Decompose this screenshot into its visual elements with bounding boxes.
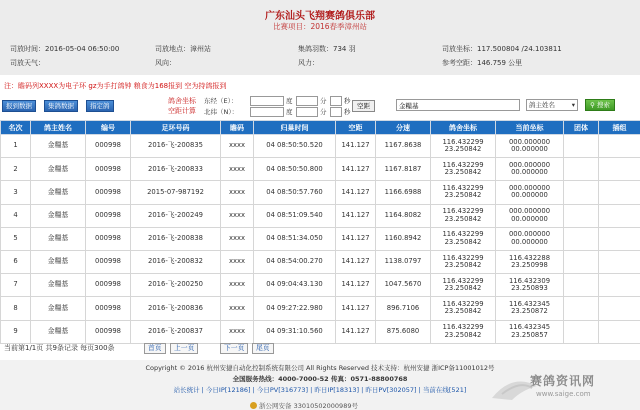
- cell-dist: 141.127: [336, 227, 376, 250]
- coord-line: 23.250893: [511, 284, 548, 293]
- north-second-unit: 秒: [344, 108, 351, 116]
- cell-code: xxxx: [221, 158, 254, 181]
- cell-name: 金糧基: [31, 320, 86, 343]
- table-row: [1, 158, 640, 181]
- page-title: 广东汕头飞翔赛鸽俱乐部: [265, 11, 375, 22]
- cell-cur-coord: [496, 135, 564, 158]
- table-row: [1, 274, 640, 297]
- release-place: [155, 44, 211, 54]
- cell-rank: 1: [1, 135, 31, 158]
- east-minute-input[interactable]: [296, 96, 318, 106]
- coord-line: 00.000000: [511, 191, 548, 200]
- cell-cur-coord: [496, 297, 564, 320]
- cell-ring: 2016-飞-200838: [131, 227, 221, 250]
- copyright-text: Copyright © 2016 杭州安捷自动化控制系统有限公司 All Rights Reserved 技术支持：杭州安捷 浙ICP备11001012号: [145, 364, 495, 372]
- cell-dist: 141.127: [336, 158, 376, 181]
- search-field-select[interactable]: [526, 99, 578, 111]
- race-project-label: 比赛项目：: [272, 22, 311, 31]
- north-latitude-label: 北纬（N）：: [204, 108, 239, 116]
- cell-team: [564, 158, 599, 181]
- release-coord-value: 117.500804 /24.103811: [477, 45, 562, 53]
- last-page-button[interactable]: 尾页: [252, 343, 274, 354]
- cell-loft-coord: [431, 297, 496, 320]
- cell-speed: 1167.8187: [376, 158, 431, 181]
- cell-rank: 5: [1, 227, 31, 250]
- cell-cur-coord: [496, 250, 564, 273]
- cell-id: 000998: [86, 274, 131, 297]
- cell-time: 04 08:50:50.520: [254, 135, 336, 158]
- coord-line: 116.432345: [508, 323, 551, 332]
- cell-dist: 141.127: [336, 274, 376, 297]
- east-minute-unit: 分: [320, 97, 327, 105]
- cell-dist: 141.127: [336, 181, 376, 204]
- cell-code: xxxx: [221, 135, 254, 158]
- cell-group: [599, 297, 640, 320]
- cell-time: 04 09:04:43.130: [254, 274, 336, 297]
- cell-loft-coord: [431, 227, 496, 250]
- cell-team: [564, 274, 599, 297]
- search-icon: ⚲: [590, 101, 595, 109]
- north-minute-unit: 分: [320, 108, 327, 116]
- coord-line: 000.000000: [508, 137, 551, 146]
- cell-code: xxxx: [221, 204, 254, 227]
- table-body: [1, 135, 640, 344]
- cell-loft-coord: [431, 204, 496, 227]
- cell-loft-coord: [431, 250, 496, 273]
- coord-line: 116.432299: [442, 160, 484, 169]
- coord-line: 000.000000: [508, 207, 551, 216]
- coord-line: 23.250842: [444, 237, 482, 246]
- column-header: 鸽舍坐标: [431, 121, 496, 135]
- cell-rank: 4: [1, 204, 31, 227]
- cell-time: 04 08:51:34.050: [254, 227, 336, 250]
- cell-rank: 9: [1, 320, 31, 343]
- notice-text: 注：瞻码列XXXX为电子环 gz为手打鸽钟 粮食为168报到 空为持鸽报到: [4, 82, 227, 90]
- cell-group: [599, 204, 640, 227]
- cell-loft-coord: [431, 320, 496, 343]
- cell-speed: 1047.5670: [376, 274, 431, 297]
- release-weather: [10, 58, 45, 68]
- column-header: 足环号码: [131, 121, 221, 135]
- cell-id: 000998: [86, 320, 131, 343]
- cell-ring: 2016-飞-200837: [131, 320, 221, 343]
- reference-distance: [442, 58, 522, 68]
- cell-name: 金糧基: [31, 135, 86, 158]
- results-table: [0, 120, 640, 344]
- column-header: 名次: [1, 121, 31, 135]
- coord-line: 00.000000: [511, 145, 548, 154]
- cell-time: 04 08:50:57.760: [254, 181, 336, 204]
- table-row: [1, 135, 640, 158]
- cell-speed: 1138.0797: [376, 250, 431, 273]
- cell-loft-coord: [431, 181, 496, 204]
- coord-line: 116.432299: [442, 137, 484, 146]
- cell-ring: 2016-飞-200836: [131, 297, 221, 320]
- cell-code: xxxx: [221, 274, 254, 297]
- race-subtitle: [0, 21, 640, 32]
- east-degree-input[interactable]: [250, 96, 284, 106]
- cell-loft-coord: [431, 135, 496, 158]
- column-header: 分速: [376, 121, 431, 135]
- cell-speed: 896.7106: [376, 297, 431, 320]
- toolbar: [0, 96, 640, 118]
- cell-rank: 7: [1, 274, 31, 297]
- cell-rank: 2: [1, 158, 31, 181]
- coord-line: 116.432299: [442, 276, 484, 285]
- search-input[interactable]: [396, 99, 520, 111]
- report-data-button[interactable]: 报到数据: [2, 100, 36, 112]
- cell-code: xxxx: [221, 320, 254, 343]
- coord-line: 000.000000: [508, 230, 551, 239]
- cell-name: 金糧基: [31, 227, 86, 250]
- cell-time: 04 08:50:50.800: [254, 158, 336, 181]
- cell-dist: 141.127: [336, 204, 376, 227]
- watermark-text: 赛鸽资讯网: [530, 374, 596, 388]
- first-page-button[interactable]: 首页: [144, 343, 166, 354]
- cell-team: [564, 297, 599, 320]
- pager-summary: 当前第1/1页 共9条记录 每页300条: [4, 344, 115, 352]
- cell-rank: 3: [1, 181, 31, 204]
- column-header: 编号: [86, 121, 131, 135]
- release-time: [10, 44, 119, 54]
- cell-name: 金糧基: [31, 274, 86, 297]
- coord-line: 23.250872: [511, 307, 548, 316]
- cell-cur-coord: [496, 181, 564, 204]
- release-place-label: 司放地点：: [155, 45, 190, 53]
- release-weather-label: 司放天气：: [10, 59, 45, 67]
- cell-group: [599, 250, 640, 273]
- search-button-label: 搜索: [596, 101, 610, 109]
- loft-coord-label: 鸽舍坐标: [168, 97, 196, 105]
- cell-loft-coord: [431, 158, 496, 181]
- table-row: [1, 204, 640, 227]
- cell-cur-coord: [496, 204, 564, 227]
- distance-calc-label: 空距计算: [168, 107, 196, 115]
- cell-cur-coord: [496, 227, 564, 250]
- cell-ring: 2016-飞-200832: [131, 250, 221, 273]
- coord-line: 23.250842: [444, 191, 482, 200]
- coord-line: 000.000000: [508, 183, 551, 192]
- coord-line: 116.432299: [442, 323, 484, 332]
- coord-line: 23.250842: [444, 284, 482, 293]
- cell-team: [564, 181, 599, 204]
- coord-line: 116.432299: [442, 183, 484, 192]
- cell-ring: 2015-07-987192: [131, 181, 221, 204]
- coord-line: 000.000000: [508, 160, 551, 169]
- cell-team: [564, 204, 599, 227]
- cell-name: 金糧基: [31, 204, 86, 227]
- wind-force: [298, 58, 319, 68]
- cell-dist: 141.127: [336, 320, 376, 343]
- cell-team: [564, 320, 599, 343]
- cell-group: [599, 227, 640, 250]
- cell-team: [564, 250, 599, 273]
- table-row: [1, 181, 640, 204]
- coord-line: 23.250842: [444, 330, 482, 339]
- cell-group: [599, 135, 640, 158]
- chevron-down-icon: ▾: [571, 101, 575, 109]
- release-coord: [442, 44, 562, 54]
- coord-line: 00.000000: [511, 168, 548, 177]
- column-header: 归巢时间: [254, 121, 336, 135]
- collect-data-button[interactable]: 集鸽数据: [44, 100, 78, 112]
- wind-direction: [155, 58, 176, 68]
- column-header: 瞻码: [221, 121, 254, 135]
- cell-dist: 141.127: [336, 297, 376, 320]
- assigned-pigeon-button[interactable]: 指定鸽: [86, 100, 114, 112]
- table-header-row: [1, 121, 640, 135]
- east-longitude-label: 东经（E）：: [204, 97, 238, 105]
- cell-ring: 2016-飞-200835: [131, 135, 221, 158]
- table-row: [1, 297, 640, 320]
- cell-team: [564, 135, 599, 158]
- table-row: [1, 227, 640, 250]
- cell-cur-coord: [496, 158, 564, 181]
- cell-dist: 141.127: [336, 135, 376, 158]
- cell-team: [564, 227, 599, 250]
- north-degree-unit: 度: [286, 108, 293, 116]
- cell-id: 000998: [86, 181, 131, 204]
- cell-name: 金糧基: [31, 297, 86, 320]
- coord-line: 23.250842: [444, 168, 482, 177]
- column-header: 当前坐标: [496, 121, 564, 135]
- wind-direction-label: 风向：: [155, 59, 176, 67]
- police-badge-icon: [250, 402, 257, 409]
- north-degree-input[interactable]: [250, 107, 284, 117]
- reference-distance-label: 参考空距：: [442, 59, 477, 67]
- table-row: [1, 250, 640, 273]
- coord-line: 23.250842: [444, 145, 482, 154]
- cell-speed: 1164.8082: [376, 204, 431, 227]
- cell-id: 000998: [86, 204, 131, 227]
- north-minute-input[interactable]: [296, 107, 318, 117]
- cell-group: [599, 274, 640, 297]
- cell-id: 000998: [86, 227, 131, 250]
- cell-code: xxxx: [221, 181, 254, 204]
- cell-id: 000998: [86, 135, 131, 158]
- column-header: 团体: [564, 121, 599, 135]
- east-degree-unit: 度: [286, 97, 293, 105]
- coord-line: 00.000000: [511, 237, 548, 246]
- column-header: 空距: [336, 121, 376, 135]
- wind-force-label: 风力：: [298, 59, 319, 67]
- cell-rank: 8: [1, 297, 31, 320]
- cell-group: [599, 158, 640, 181]
- coord-line: 116.432299: [442, 207, 484, 216]
- race-project-value: 2016春季漳州站: [310, 22, 368, 31]
- police-record: [250, 401, 358, 410]
- search-field-value: 鸽主姓名: [529, 101, 555, 109]
- next-page-button[interactable]: 下一页: [220, 343, 248, 354]
- bird-count-value: 734 羽: [333, 45, 356, 53]
- site-stats[interactable]: 站长统计 | 今日IP[12186] | 今日PV[316773] | 昨日IP[18313] | 昨日PV[302057] | 当前在线[521]: [173, 386, 467, 394]
- release-place-value: 漳州站: [190, 45, 211, 53]
- cell-time: 04 09:31:10.560: [254, 320, 336, 343]
- column-header: 插组: [599, 121, 640, 135]
- cell-loft-coord: [431, 274, 496, 297]
- cell-group: [599, 181, 640, 204]
- cell-speed: 875.6080: [376, 320, 431, 343]
- cell-code: xxxx: [221, 297, 254, 320]
- coord-line: 23.250842: [444, 307, 482, 316]
- coord-line: 23.250842: [444, 214, 482, 223]
- coord-line: 116.432288: [508, 253, 551, 262]
- table-row: [1, 320, 640, 343]
- release-time-label: 司放时间：: [10, 45, 45, 53]
- race-header: [0, 0, 640, 75]
- release-coord-label: 司放坐标：: [442, 45, 477, 53]
- calc-distance-button[interactable]: 空距: [352, 100, 375, 112]
- coord-line: 116.432299: [442, 299, 484, 308]
- north-second-input[interactable]: [330, 107, 342, 117]
- cell-ring: 2016-飞-200249: [131, 204, 221, 227]
- east-second-unit: 秒: [344, 97, 351, 105]
- cell-ring: 2016-飞-200833: [131, 158, 221, 181]
- coord-line: 00.000000: [511, 214, 548, 223]
- cell-name: 金糧基: [31, 250, 86, 273]
- cell-rank: 6: [1, 250, 31, 273]
- cell-speed: 1166.6988: [376, 181, 431, 204]
- bird-count: [298, 44, 356, 54]
- cell-id: 000998: [86, 158, 131, 181]
- cell-speed: 1160.8942: [376, 227, 431, 250]
- cell-time: 04 08:51:09.540: [254, 204, 336, 227]
- watermark-url: www.saige.com: [536, 390, 591, 398]
- release-time-value: 2016-05-04 06:50:00: [45, 45, 120, 53]
- reference-distance-value: 146.759 公里: [477, 59, 523, 67]
- cell-time: 04 09:27:22.980: [254, 297, 336, 320]
- cell-group: [599, 320, 640, 343]
- cell-id: 000998: [86, 297, 131, 320]
- prev-page-button[interactable]: 上一页: [170, 343, 198, 354]
- cell-cur-coord: [496, 320, 564, 343]
- coord-line: 116.432299: [442, 253, 484, 262]
- coord-line: 116.432299: [442, 230, 484, 239]
- cell-code: xxxx: [221, 250, 254, 273]
- cell-dist: 141.127: [336, 250, 376, 273]
- bird-count-label: 集鸽羽数：: [298, 45, 333, 53]
- east-second-input[interactable]: [330, 96, 342, 106]
- coord-line: 23.250998: [511, 261, 548, 270]
- coord-line: 116.432345: [508, 299, 551, 308]
- police-record-text: 浙公网安备 33010502000989号: [259, 402, 358, 410]
- cell-cur-coord: [496, 274, 564, 297]
- cell-code: xxxx: [221, 227, 254, 250]
- search-button[interactable]: [585, 99, 615, 111]
- cell-name: 金糧基: [31, 181, 86, 204]
- coord-line: 23.250857: [511, 330, 548, 339]
- cell-speed: 1167.8638: [376, 135, 431, 158]
- column-header: 鸽主姓名: [31, 121, 86, 135]
- cell-time: 04 08:54:00.270: [254, 250, 336, 273]
- coord-line: 116.432309: [508, 276, 551, 285]
- cell-ring: 2016-飞-200250: [131, 274, 221, 297]
- hotline-text: 全国服务热线：4000-7000-52 传真：0571-88800768: [232, 375, 408, 383]
- cell-name: 金糧基: [31, 158, 86, 181]
- coord-line: 23.250842: [444, 261, 482, 270]
- cell-id: 000998: [86, 250, 131, 273]
